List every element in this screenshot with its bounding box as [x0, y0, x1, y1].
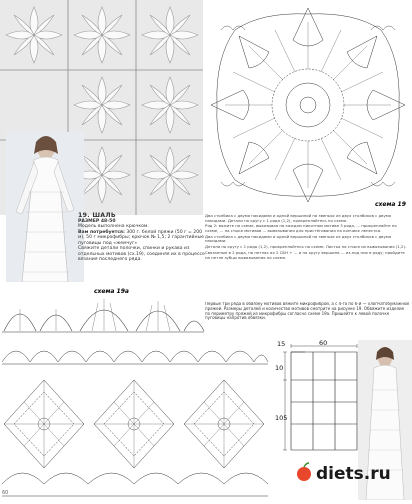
lace-layout-diagram	[0, 336, 270, 500]
pattern-need-heading: Вам потребуется:	[78, 229, 125, 235]
motif-chart	[205, 0, 412, 210]
dimension-label: 10	[275, 364, 284, 372]
site-watermark-text: diets.ru	[316, 464, 391, 484]
pattern-size: РАЗМЕР 48-50	[78, 218, 116, 224]
instruction-paragraph: Два столбика с двумя накидами и одной вершиной на звеньях из двух столбиков с двумя накидами. Детали по кругу с 1 ряда (1,2), прикрепляйтесь по схеме.	[205, 214, 392, 223]
dimension-label: 105	[275, 414, 288, 422]
garment-schematic	[275, 340, 360, 455]
model-photo	[6, 132, 84, 282]
dimension-label: 60	[319, 340, 328, 347]
garment-schematic-diagram	[275, 340, 360, 455]
page-number: 60	[2, 490, 9, 496]
model-photo-image	[6, 132, 84, 282]
assembly-text	[205, 302, 410, 338]
motif-chart-diagram	[205, 0, 412, 210]
pattern-title: ШАЛЬ	[92, 212, 116, 219]
assembly-paragraph: Первые три ряда в обвязку мотивов вяжите микрофиброй, а с 4-го по 6-й — хлопчатобумажной пряжей. Размеры деталей и количество мотивов смотрите на рисунке 19. Обвяжите изделие по периметру пряжей из микрофибры согласно схеме 19а. Пришейте к левой полочке пуговицы напротив обвязки.	[205, 302, 410, 321]
pattern-article	[78, 213, 206, 283]
apple-icon	[297, 467, 311, 481]
edging-chart-diagram	[0, 285, 206, 337]
edging-chart-label: схема 19а	[94, 288, 129, 295]
lace-layout-chart	[0, 336, 270, 500]
site-watermark-graphic	[296, 460, 408, 484]
instructions-block	[205, 214, 410, 296]
pattern-model-note: Модель выполнена крючком.	[78, 224, 149, 229]
pattern-number: 19.	[78, 212, 90, 219]
instruction-paragraph: Ряд 2: вяжите по схеме, вывязывая на каждом пикотном мотиве 3 ряда, ... прикрепляйте по схеме, ... на стыке мотивов ... вывязывания для пристёгивания на кончике лепестка.	[205, 223, 397, 233]
instruction-paragraph: Два столбика с двумя накидами и одной вершиной на звеньях из двух столбиков с двумя накидами.	[205, 233, 392, 244]
pattern-materials	[78, 230, 206, 247]
dimension-label: 15	[277, 340, 286, 348]
pattern-description: Свяжите детали полочки, спинки и рукава из отдельных мотивов (сх.19), соединяя их в процессе вязания последнего ряда.	[78, 246, 205, 262]
instruction-paragraph: Связанные в 2 ряда, на петлях их 2 СБН + ... и по кругу вершина ... из-под них в ряду; пройдите на петле зубцы вывязывания по схеме.	[205, 249, 405, 260]
instruction-paragraph: Детали по кругу с 1 ряда (1,2), прикрепляйтесь по схеме. Листья на стыке их вывязывания (1,2).	[205, 244, 407, 250]
pattern-materials-text: 300 г. белой пряжи (50 г = 200 м), 50 г микрофибры; крючок № 1,5; 2 гарантийные пуговицы под «жемчуг»	[78, 229, 204, 246]
edging-chart	[0, 285, 206, 337]
site-watermark	[296, 460, 408, 484]
motif-chart-label: схема 19	[375, 201, 406, 208]
